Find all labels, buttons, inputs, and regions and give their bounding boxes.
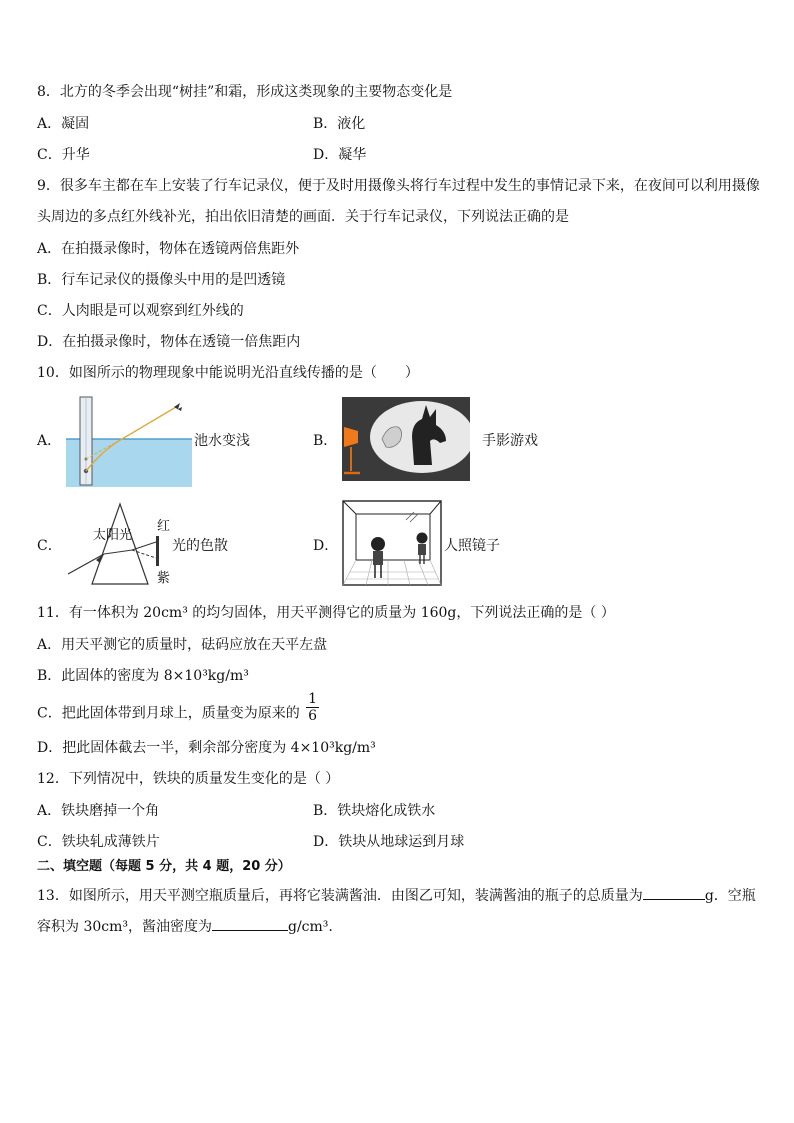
q10-option-a-caption: 池水变浅 xyxy=(194,433,250,449)
q12-option-a: A．铁块磨掉一个角 xyxy=(37,803,160,819)
q11-option-c-text: C．把此固体带到月球上，质量变为原来的 xyxy=(37,705,300,722)
q10-option-d-label: D． xyxy=(313,538,339,554)
q10-stem: 10．如图所示的物理现象中能说明光沿直线传播的是（ ） xyxy=(37,365,419,381)
q8-option-a: A．凝固 xyxy=(37,116,90,132)
fraction-numerator: 1 xyxy=(308,691,318,707)
q8-stem: 8．北方的冬季会出现“树挂”和霜，形成这类现象的主要物态变化是 xyxy=(37,84,453,100)
pool-depth-illustration xyxy=(66,395,192,487)
q8-option-c: C．升华 xyxy=(37,147,90,163)
q9-option-c: C．人肉眼是可以观察到红外线的 xyxy=(37,303,244,319)
q12-option-b: B．铁块熔化成铁水 xyxy=(313,803,436,819)
q12-stem: 12．下列情况中，铁块的质量发生变化的是（ ） xyxy=(37,771,340,787)
q11-option-c xyxy=(37,691,319,724)
q13-line1-unit: g．空瓶 xyxy=(704,888,756,904)
fraction-denominator: 6 xyxy=(308,708,318,724)
q11-option-d: D．把此固体截去一半，剩余部分密度为 4×10³kg/m³ xyxy=(37,740,376,756)
q8-option-b: B．液化 xyxy=(313,116,366,132)
q10-option-b-label: B． xyxy=(313,433,338,449)
q12-option-c: C．铁块轧成薄铁片 xyxy=(37,834,160,850)
q9-option-a: A．在拍摄录像时，物体在透镜两倍焦距外 xyxy=(37,241,300,257)
q9-option-d: D．在拍摄录像时，物体在透镜一倍焦距内 xyxy=(37,334,301,350)
hand-shadow-illustration xyxy=(342,397,470,481)
q13-blank-total-mass[interactable] xyxy=(643,885,705,900)
q11-stem: 11．有一体积为 20cm³ 的均匀固体，用天平测得它的质量为 160g，下列说法正确的是（ ） xyxy=(37,605,615,621)
q13-line2-unit: g/cm³. xyxy=(288,919,333,935)
q9-stem-line2: 头周边的多点红外线补光，拍出依旧清楚的画面．关于行车记录仪，下列说法正确的是 xyxy=(37,209,569,225)
q13-line2-text: 容积为 30cm³，酱油密度为 xyxy=(37,919,212,935)
q10-option-c-red-label: 红 xyxy=(157,519,171,534)
q10-option-c-label: C． xyxy=(37,538,62,554)
q10-option-d-caption: 人照镜子 xyxy=(444,538,500,554)
q8-option-d: D．凝华 xyxy=(313,147,367,163)
q13-line2 xyxy=(37,916,333,936)
q10-option-c-sun-label: 太阳光 xyxy=(93,528,133,543)
one-sixth-fraction xyxy=(306,691,319,724)
q11-option-b: B．此固体的密度为 8×10³kg/m³ xyxy=(37,668,249,684)
q11-option-a: A．用天平测它的质量时，砝码应放在天平左盘 xyxy=(37,637,328,653)
q10-option-a-label: A． xyxy=(37,433,62,449)
q9-option-b: B．行车记录仪的摄像头中用的是凹透镜 xyxy=(37,272,286,288)
q10-option-c-purple-label: 紫 xyxy=(157,571,171,586)
mirror-reflection-illustration xyxy=(342,500,442,586)
q13-line1 xyxy=(37,885,756,905)
q10-option-c-caption: 光的色散 xyxy=(172,538,228,554)
q13-line1-text: 13．如图所示，用天平测空瓶质量后，再将它装满酱油．由图乙可知，装满酱油的瓶子的总质量为 xyxy=(37,888,643,904)
q10-option-b-caption: 手影游戏 xyxy=(482,433,538,449)
q12-option-d: D．铁块从地球运到月球 xyxy=(313,834,465,850)
section-heading-fill-in: 二、填空题（每题 5 分，共 4 题，20 分） xyxy=(37,859,291,874)
q9-stem-line1: 9．很多车主都在车上安装了行车记录仪，便于及时用摄像头将行车过程中发生的事情记录下来，在夜间可以利用摄像 xyxy=(37,178,760,194)
q13-blank-density[interactable] xyxy=(212,916,288,931)
